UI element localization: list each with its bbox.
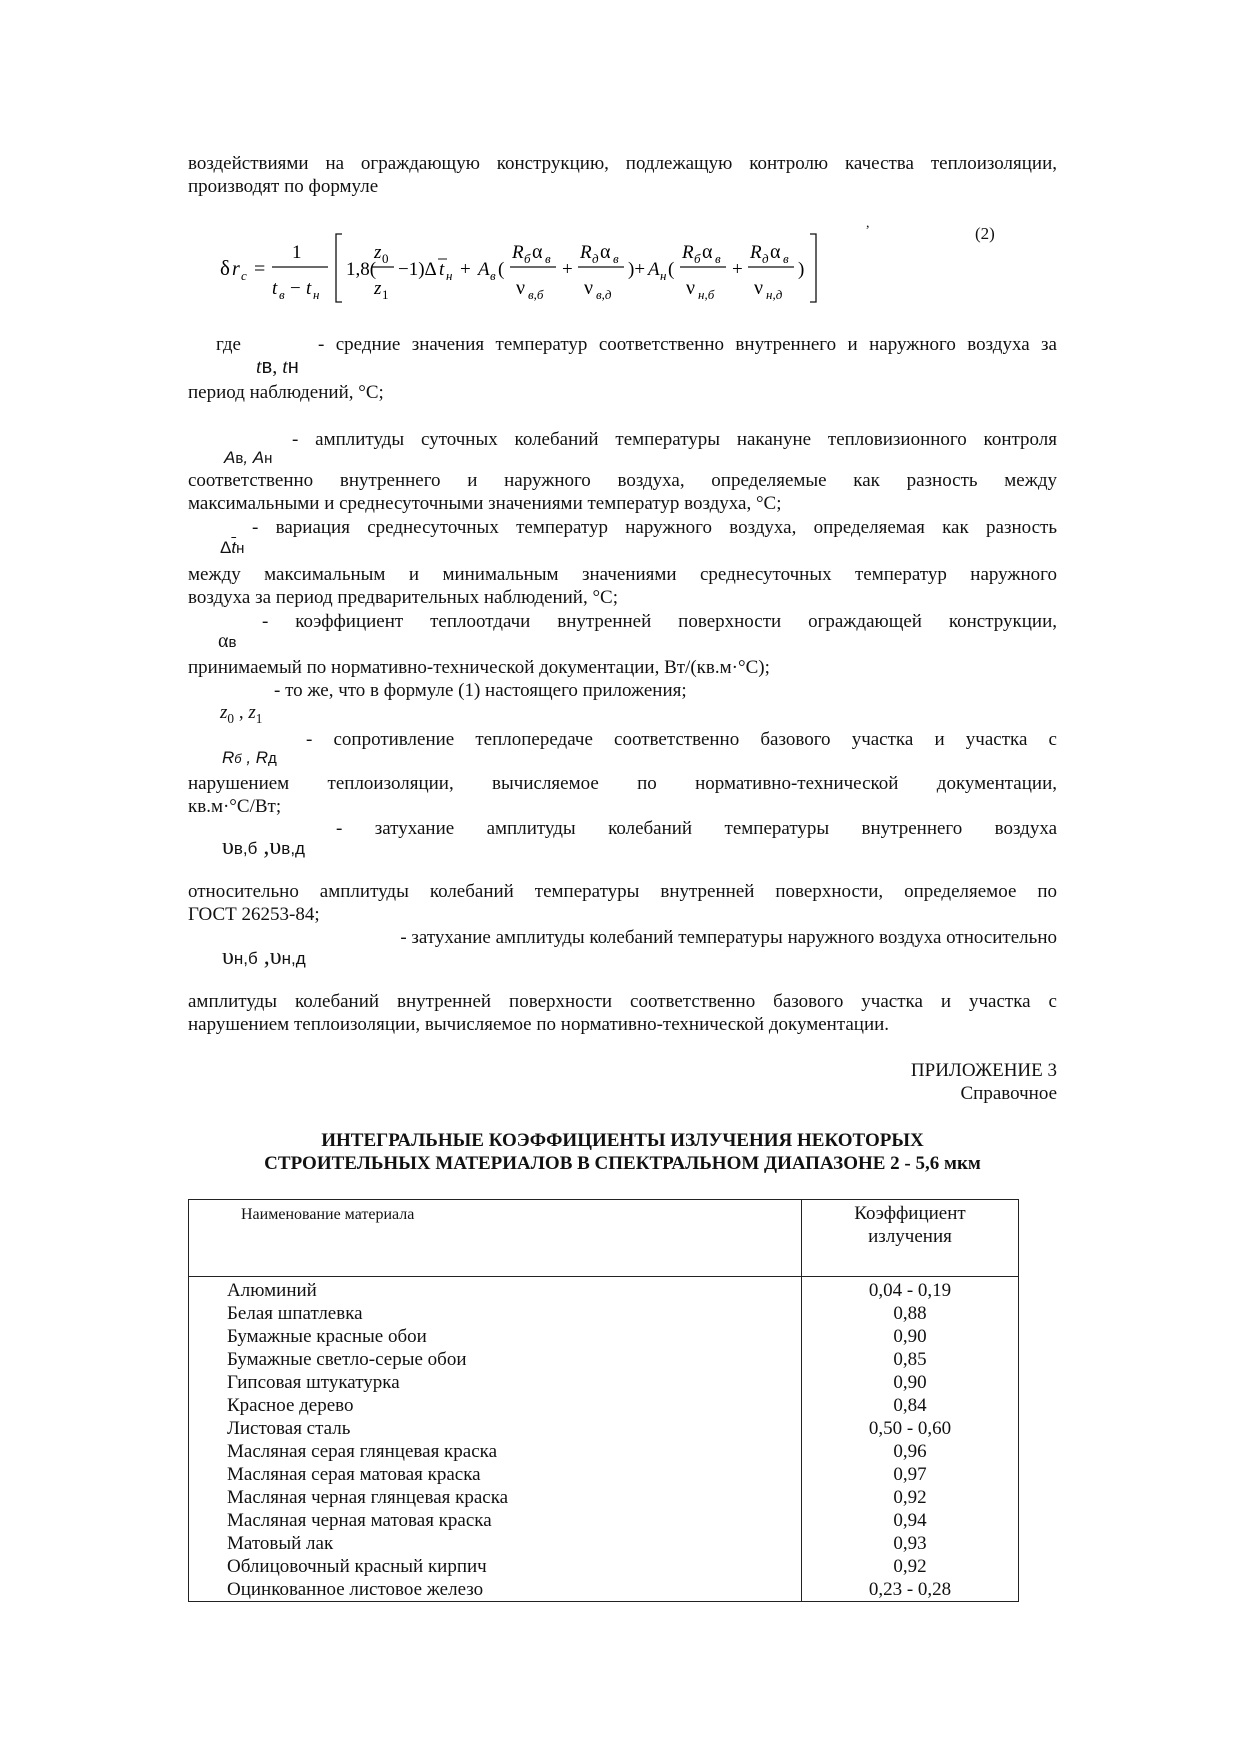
svg-text:в: в (490, 268, 496, 283)
symbol-A: Aв, Aн (224, 448, 273, 467)
svg-text:в,д: в,д (596, 287, 612, 302)
table-cell-name: Масляная серая глянцевая краска (227, 1441, 498, 1462)
svg-text:+: + (562, 259, 573, 280)
def-R-line-3: кв.м·°С/Вт; (188, 796, 282, 817)
svg-text:z: z (374, 242, 382, 263)
svg-text:α: α (770, 241, 781, 263)
svg-text:R: R (750, 242, 762, 263)
svg-text:н: н (446, 268, 453, 283)
table-cell-value: 0,93 (893, 1533, 927, 1554)
def-z-line-1: - то же, что в формуле (1) настоящего приложения; (274, 680, 687, 701)
def-A-line-2: соответственно внутреннего и наружного воздуха, определяемые как разность между (188, 470, 1057, 491)
svg-text:ν: ν (584, 277, 594, 299)
table-cell-name: Бумажные красные обои (227, 1326, 427, 1347)
svg-text:д: д (592, 251, 599, 266)
table-cell-value: 0,23 - 0,28 (868, 1579, 952, 1600)
svg-text:н,б: н,б (698, 287, 715, 302)
table-cell-name: Гипсовая штукатурка (227, 1372, 400, 1393)
def-R-line-2: нарушением теплоизоляции, вычисляемое по нормативно-технической документации, (188, 773, 1057, 794)
svg-text:(: ( (668, 259, 675, 280)
table-cell-name: Облицовочный красный кирпич (227, 1556, 487, 1577)
table-cell-name: Алюминий (227, 1280, 317, 1301)
svg-text:1: 1 (382, 287, 389, 302)
table-header-row (189, 1200, 1019, 1277)
svg-text:A: A (648, 259, 660, 280)
svg-text:1: 1 (292, 242, 302, 263)
svg-text:α: α (532, 241, 543, 263)
formula-number: (2) (975, 224, 995, 243)
table-cell-name: Масляная черная глянцевая краска (227, 1487, 509, 1508)
table-cell-name: Масляная серая матовая краска (227, 1464, 481, 1485)
def-vn-line-1: - затухание амплитуды колебаний температуры наружного воздуха относительно (400, 927, 1057, 948)
def-R-line-1: - сопротивление теплопередаче соответственно базового участка и участка с (306, 729, 1057, 750)
svg-text:в,б: в,б (528, 287, 544, 302)
svg-text:+: + (732, 259, 743, 280)
def-alpha-line-1: - коэффициент теплоотдачи внутренней поверхности ограждающей конструкции, (262, 611, 1057, 632)
table-cell-value: 0,97 (893, 1464, 927, 1485)
table-cell-value: 0,90 (893, 1372, 927, 1393)
svg-text:д: д (762, 251, 769, 266)
header-material-name: Наименование материала (189, 1200, 802, 1277)
def-vv-line-3: ГОСТ 26253-84; (188, 904, 320, 925)
svg-text:в: в (613, 251, 619, 266)
def-A-line-3: максимальными и среднесуточными значениями температур воздуха, °С; (188, 493, 782, 514)
table-cell-value: 0,85 (893, 1349, 927, 1370)
symbol-alpha: αв (218, 630, 237, 652)
svg-text:R: R (580, 242, 592, 263)
symbol-t: tв, tн (256, 356, 299, 378)
table-cell-value: 0,92 (893, 1487, 927, 1508)
svg-text:б: б (524, 251, 531, 266)
svg-text:ν: ν (516, 277, 526, 299)
def-A-line-1: - амплитуды суточных колебаний температуры накануне тепловизионного контроля (292, 429, 1057, 450)
def-t-line-1: - средние значения температур соответственно внутреннего и наружного воздуха за (318, 334, 1057, 355)
svg-text:t: t (439, 259, 445, 280)
svg-text:+: + (460, 259, 471, 280)
emissivity-table (188, 1199, 1019, 1602)
appendix-title-line-1: ИНТЕГРАЛЬНЫЕ КОЭФФИЦИЕНТЫ ИЗЛУЧЕНИЯ НЕКОТОРЫХ (321, 1130, 924, 1151)
svg-text:z: z (374, 278, 382, 299)
svg-text:в: в (545, 251, 551, 266)
symbol-nu-n: υн,б ,υн,д (222, 944, 306, 970)
svg-text:A: A (478, 259, 490, 280)
svg-text:)+: )+ (628, 259, 646, 280)
formula-2 (214, 232, 894, 312)
svg-text:1,8(: 1,8( (346, 259, 377, 280)
appendix-title-line-2: СТРОИТЕЛЬНЫХ МАТЕРИАЛОВ В СПЕКТРАЛЬНОМ ДИАПАЗОНЕ 2 - 5,6 мкм (264, 1153, 981, 1174)
table-cell-name: Оцинкованное листовое железо (227, 1579, 484, 1600)
formula-graphic (214, 232, 894, 312)
intro-line-2: производят по формуле (188, 176, 379, 197)
appendix-sublabel: Справочное (960, 1083, 1057, 1104)
table-cell-value: 0,96 (893, 1441, 927, 1462)
table-cell-name: Красное дерево (227, 1395, 354, 1416)
svg-text:в: в (279, 287, 285, 302)
coefficient-values-column (802, 1277, 1019, 1602)
svg-text:в: в (715, 251, 721, 266)
svg-text:ν: ν (754, 277, 764, 299)
header-coefficient-line-1: Коэффициент (854, 1203, 966, 1224)
svg-text:): ) (798, 259, 805, 280)
table-cell-value: 0,90 (893, 1326, 927, 1347)
svg-text:t: t (272, 278, 278, 299)
table-cell-name: Белая шпатлевка (227, 1303, 363, 1324)
def-alpha-line-2: принимаемый по нормативно-технической документации, Вт/(кв.м·°С); (188, 657, 770, 678)
table-cell-value: 0,84 (893, 1395, 927, 1416)
svg-text:с: с (241, 268, 247, 283)
table-cell-name: Масляная черная матовая краска (227, 1510, 492, 1531)
def-vn-line-3: нарушением теплоизоляции, вычисляемое по нормативно-технической документации. (188, 1014, 890, 1035)
table-cell-value: 0,92 (893, 1556, 927, 1577)
table-cell-name: Матовый лак (227, 1533, 334, 1554)
svg-text:t: t (306, 278, 312, 299)
def-dt-line-2: между максимальным и минимальным значениями среднесуточных температур наружного (188, 564, 1057, 585)
svg-text:б: б (694, 251, 701, 266)
table-cell-value: 0,50 - 0,60 (868, 1418, 952, 1439)
table-cell-value: 0,94 (893, 1510, 927, 1531)
svg-text:α: α (702, 241, 713, 263)
svg-text:δ: δ (220, 256, 230, 280)
svg-text:ν: ν (686, 277, 696, 299)
svg-text:α: α (600, 241, 611, 263)
symbol-z: $z_0$ , $z_1$ (220, 702, 263, 726)
svg-text:в: в (783, 251, 789, 266)
table-cell-name: Листовая сталь (227, 1418, 351, 1439)
symbol-dt: $\Delta\overline{t}н$ (220, 538, 245, 557)
svg-text:R: R (682, 242, 694, 263)
def-vn-line-2: амплитуды колебаний внутренней поверхности соответственно базового участка и участка с (188, 991, 1057, 1012)
svg-text:−: − (290, 278, 301, 299)
table-cell-name: Бумажные светло-серые обои (227, 1349, 467, 1370)
svg-text:−1)Δ: −1)Δ (398, 259, 437, 280)
svg-text:R: R (512, 242, 524, 263)
intro-line-1: воздействиями на ограждающую конструкцию, подлежащую контролю качества теплоизоляции, (188, 153, 1057, 174)
def-t-line-2: период наблюдений, °С; (188, 382, 384, 403)
header-coefficient (802, 1200, 1019, 1277)
svg-text:(: ( (498, 259, 505, 280)
appendix-label: ПРИЛОЖЕНИЕ 3 (910, 1060, 1057, 1081)
where-label: где (216, 334, 241, 355)
svg-text:н: н (313, 287, 320, 302)
svg-text:r: r (232, 258, 240, 280)
table-cell-value: 0,88 (893, 1303, 927, 1324)
svg-text:=: = (254, 258, 266, 280)
header-coefficient-line-2: излучения (868, 1226, 952, 1247)
svg-text:н: н (660, 268, 667, 283)
def-vv-line-1: - затухание амплитуды колебаний температуры внутреннего воздуха (336, 818, 1057, 839)
table-cell-value: 0,04 - 0,19 (868, 1280, 952, 1301)
svg-text:н,д: н,д (766, 287, 783, 302)
material-names-column (189, 1277, 802, 1602)
def-dt-line-3: воздуха за период предварительных наблюдений, °С; (188, 587, 618, 608)
def-vv-line-2: относительно амплитуды колебаний температуры внутренней поверхности, определяемое по (188, 881, 1057, 902)
symbol-nu-v: υв,б ,υв,д (222, 834, 305, 860)
table-body-row (189, 1277, 1019, 1602)
symbol-R: Rб , Rд (222, 748, 277, 767)
formula-comma: , (866, 216, 870, 231)
svg-text:0: 0 (382, 251, 389, 266)
def-dt-line-1: - вариация среднесуточных температур наружного воздуха, определяемая как разность (252, 517, 1057, 538)
